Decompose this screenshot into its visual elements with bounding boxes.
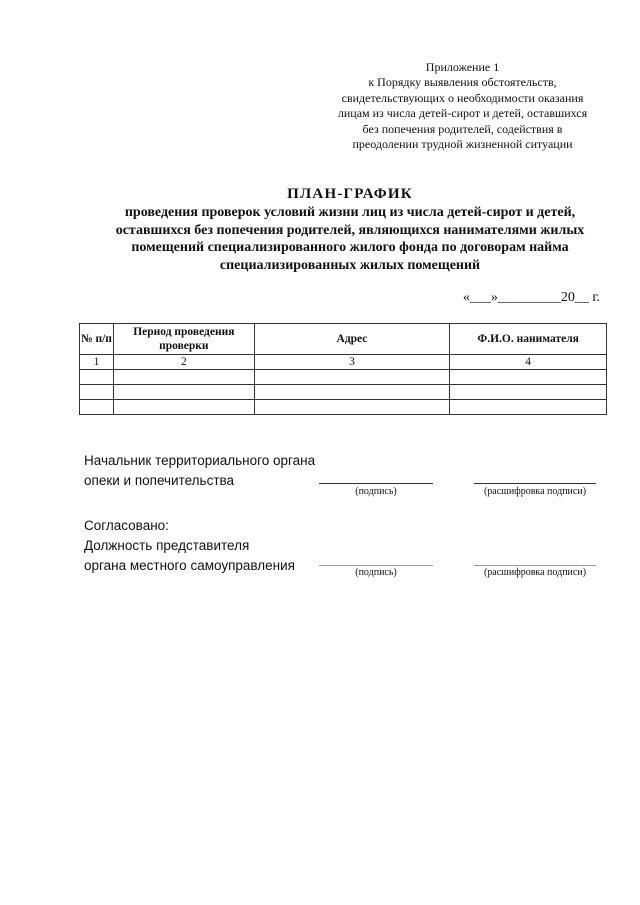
table-cell[interactable] <box>450 400 607 415</box>
appendix-line: Приложение 1 <box>425 60 500 74</box>
signature-caption: (подпись) <box>355 486 397 497</box>
date-line: «___»_________20__ г. <box>462 290 600 305</box>
subtitle-line: проведения проверок условий жизни лиц из числа детей-сирот и детей, <box>124 205 576 220</box>
column-number: 2 <box>113 355 254 370</box>
table-cell[interactable] <box>80 370 114 385</box>
document-subtitle <box>60 204 640 274</box>
document-title-block <box>60 184 640 274</box>
header-number: № п/п <box>80 324 114 355</box>
signature-decode-caption: (расшифровка подписи) <box>483 567 587 578</box>
signature-label-line: органа местного самоуправления <box>84 558 295 573</box>
signature-block-agreed <box>84 516 295 576</box>
subtitle-line: помещений специализированного жилого фонда по договорам найма <box>131 240 569 255</box>
appendix-header <box>300 60 625 152</box>
header-address: Адрес <box>254 324 450 355</box>
header-tenant-name: Ф.И.О. нанимателя <box>450 324 607 355</box>
document-title: ПЛАН-ГРАФИК <box>287 186 413 202</box>
table-cell[interactable] <box>450 385 607 400</box>
table-cell[interactable] <box>113 385 254 400</box>
subtitle-line: оставшихся без попечения родителей, являющихся нанимателями жилых <box>115 222 585 238</box>
signature-line[interactable] <box>319 565 433 566</box>
signature-decode-line[interactable] <box>474 483 596 484</box>
table-header-row <box>80 324 607 355</box>
appendix-line: без попечения родителей, содействия в <box>362 121 563 136</box>
plan-table <box>79 323 607 415</box>
table-row <box>80 370 607 385</box>
signature-label-line: опеки и попечительства <box>84 473 235 488</box>
signature-line[interactable] <box>319 483 433 484</box>
signature-label-line: Должность представителя <box>84 538 250 553</box>
header-period: Период проведения проверки <box>113 324 254 355</box>
signature-block-head <box>84 451 315 491</box>
appendix-line: преодолении трудной жизненной ситуации <box>352 137 573 152</box>
subtitle-line: специализированных жилых помещений <box>219 257 481 273</box>
table-row <box>80 400 607 415</box>
table-cell[interactable] <box>450 370 607 385</box>
signature-caption: (подпись) <box>355 567 397 578</box>
column-number: 4 <box>450 355 607 370</box>
table-cell[interactable] <box>254 400 450 415</box>
signature-decode-caption: (расшифровка подписи) <box>483 486 587 497</box>
appendix-line: к Порядку выявления обстоятельств, <box>368 75 557 90</box>
column-number: 1 <box>80 355 114 370</box>
appendix-line: лицам из числа детей-сирот и детей, оставшихся <box>337 106 588 121</box>
column-number: 3 <box>254 355 450 370</box>
table-cell[interactable] <box>80 400 114 415</box>
table-row <box>80 385 607 400</box>
signature-label-line: Начальник территориального органа <box>84 453 316 468</box>
table-cell[interactable] <box>80 385 114 400</box>
table-cell[interactable] <box>113 400 254 415</box>
table-cell[interactable] <box>254 370 450 385</box>
appendix-line: свидетельствующих о необходимости оказания <box>341 90 584 105</box>
table-cell[interactable] <box>113 370 254 385</box>
signature-label-line: Согласовано: <box>84 518 169 533</box>
signature-decode-line[interactable] <box>474 565 596 566</box>
table-cell[interactable] <box>254 385 450 400</box>
table-column-numbers-row <box>80 355 607 370</box>
